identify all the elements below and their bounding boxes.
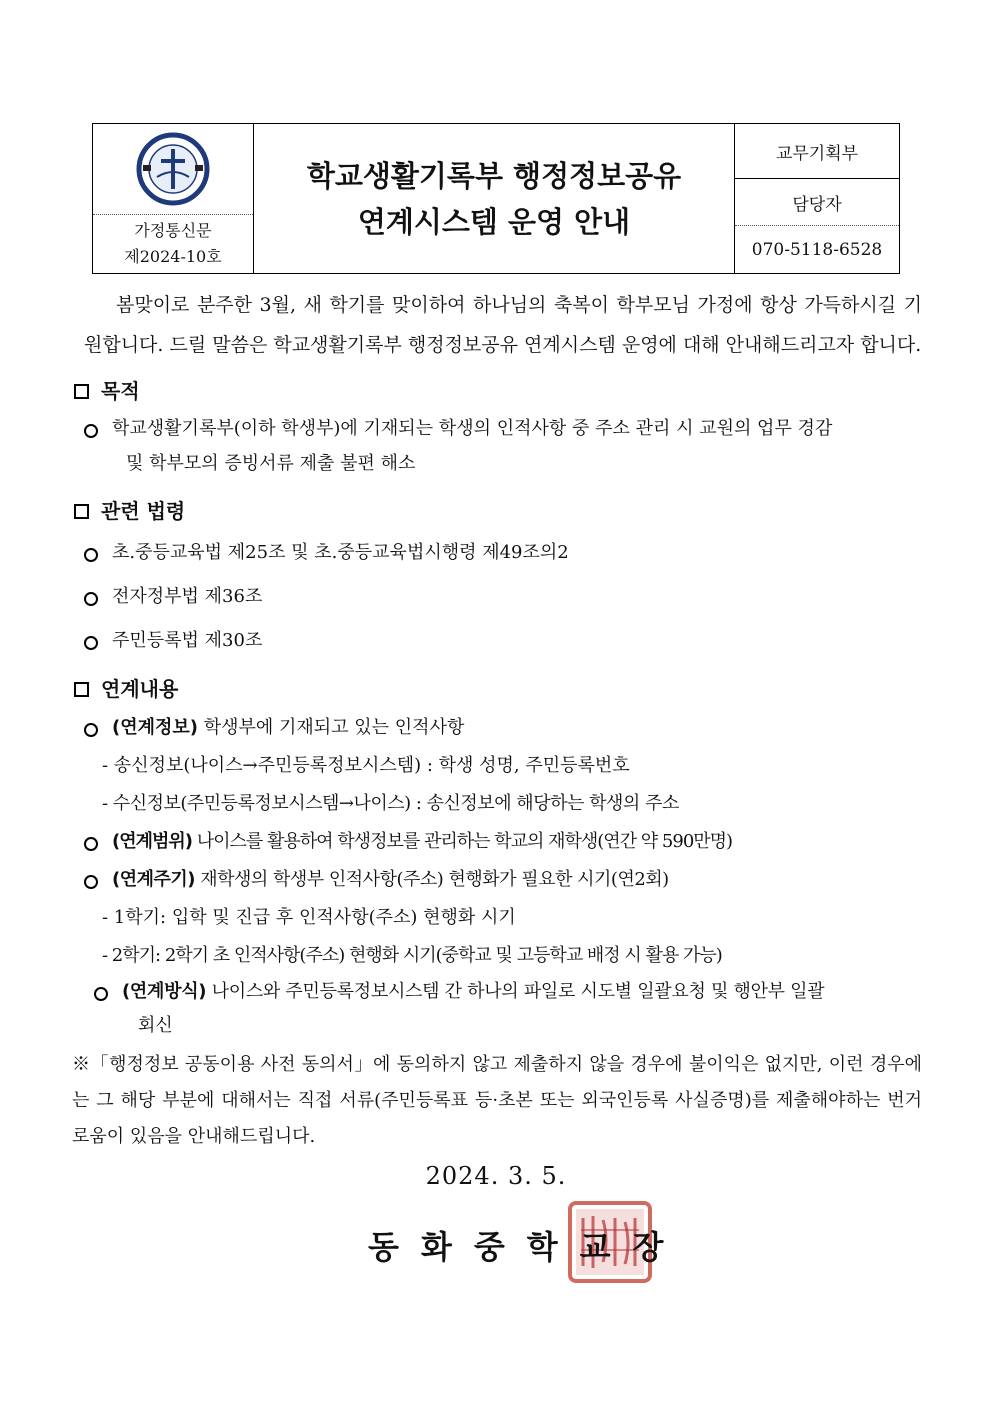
circle-bullet-icon xyxy=(84,592,98,606)
contact-phone: 070-5118-6528 xyxy=(751,239,883,260)
circle-bullet-icon xyxy=(84,837,98,851)
note-paragraph: ※「행정정보 공동이용 사전 동의서」에 동의하지 않고 제출하지 않을 경우에 불이익은 없지만, 이런 경우에는 그 해당 부분에 대해서는 직접 서류(주민등록표 등·초본 또는 외국인등록 사실증명)를 제출해야하는 번거로움이 있음을 안내해드립니다. xyxy=(72,1054,922,1147)
heading-text: 관련 법령 xyxy=(101,499,186,523)
item-text: 초.중등교육법 제25조 및 초.중등교육법시행령 제49조의2 xyxy=(112,542,569,563)
header-left-cell xyxy=(93,124,254,273)
intro-text: 봄맞이로 분주한 3월, 새 학기를 맞이하여 하나님의 축복이 학부모님 가정에 항상 가득하시길 기원합니다. 드릴 말씀은 학교생활기록부 행정정보공유 연계시스템 운영에 대해 안내해드리고자 합니다. xyxy=(84,294,922,356)
item-text: 학생부에 기재되고 있는 인적사항 xyxy=(203,717,465,738)
item-text: 학교생활기록부(이하 학생부)에 기재되는 학생의 인적사항 중 주소 관리 시 교원의 업무 경감 xyxy=(112,418,833,439)
header-table xyxy=(92,123,900,274)
title-line-2: 연계시스템 운영 안내 xyxy=(357,204,631,239)
circle-bullet-icon xyxy=(94,987,108,1001)
list-item xyxy=(72,575,922,619)
heading-text: 연계내용 xyxy=(101,677,179,701)
item-tag: (연계정보) xyxy=(112,717,199,738)
document-title xyxy=(254,124,734,273)
item-continuation: 회신 xyxy=(138,1015,173,1036)
intro-paragraph xyxy=(72,285,922,365)
circle-bullet-icon xyxy=(84,548,98,562)
item-text: 나이스를 활용하여 학생정보를 관리하는 학교의 재학생(연간 약 590만명) xyxy=(196,831,733,852)
issue-label: 가정통신문 xyxy=(134,221,212,240)
item-text: 전자정부법 제36조 xyxy=(112,586,263,607)
circle-bullet-icon xyxy=(84,723,98,737)
item-tag: (연계방식) xyxy=(122,981,207,1002)
checkbox-square-icon xyxy=(74,682,89,697)
school-logo xyxy=(93,124,253,214)
department: 교무기획부 xyxy=(735,124,899,179)
document-date: 2024. 3. 5. xyxy=(425,1162,567,1190)
school-principal-signature: 동화중학교장 xyxy=(368,1228,686,1266)
checkbox-square-icon xyxy=(74,384,89,399)
section-heading-purpose xyxy=(72,371,922,411)
item-tag: (연계주기) xyxy=(112,869,196,890)
sub-item: - 수신정보(주민등록정보시스템→나이스) : 송신정보에 해당하는 학생의 주소 xyxy=(102,793,679,814)
issue-number: 제2024-10호 xyxy=(124,247,222,266)
sub-item: - 2학기: 2학기 초 인적사항(주소) 현행화 시기(중학교 및 고등학교 배정 시 활용 가능) xyxy=(102,945,722,966)
document-body xyxy=(72,285,922,1155)
list-item xyxy=(72,619,922,663)
contact-label: 담당자 xyxy=(735,179,899,226)
issue-info xyxy=(93,214,253,273)
circle-bullet-icon xyxy=(84,875,98,889)
heading-text: 목적 xyxy=(101,379,140,403)
item-text: 재학생의 학생부 인적사항(주소) 현행화가 필요한 시기(연2회) xyxy=(200,869,669,890)
circle-bullet-icon xyxy=(84,636,98,650)
item-continuation: 및 학부모의 증빙서류 제출 불편 해소 xyxy=(126,453,416,474)
list-item xyxy=(72,861,922,899)
checkbox-square-icon xyxy=(74,504,89,519)
list-item xyxy=(72,531,922,575)
list-item xyxy=(72,975,922,1009)
item-text: 주민등록법 제30조 xyxy=(112,630,263,651)
list-item xyxy=(72,823,922,861)
section-heading-law xyxy=(72,491,922,531)
sub-item: - 송신정보(나이스→주민등록정보시스템) : 학생 성명, 주민등록번호 xyxy=(102,755,630,776)
header-right-cell xyxy=(734,124,899,273)
circle-bullet-icon xyxy=(84,424,98,438)
list-item xyxy=(72,709,922,747)
list-item xyxy=(72,411,922,447)
sub-item: - 1학기: 입학 및 진급 후 인적사항(주소) 현행화 시기 xyxy=(102,907,516,928)
title-line-1: 학교생활기록부 행정정보공유 xyxy=(306,158,682,193)
section-heading-linkage xyxy=(72,669,922,709)
item-tag: (연계범위) xyxy=(112,831,193,852)
item-text: 나이스와 주민등록정보시스템 간 하나의 파일로 시도별 일괄요청 및 행안부 일괄 xyxy=(211,981,825,1002)
